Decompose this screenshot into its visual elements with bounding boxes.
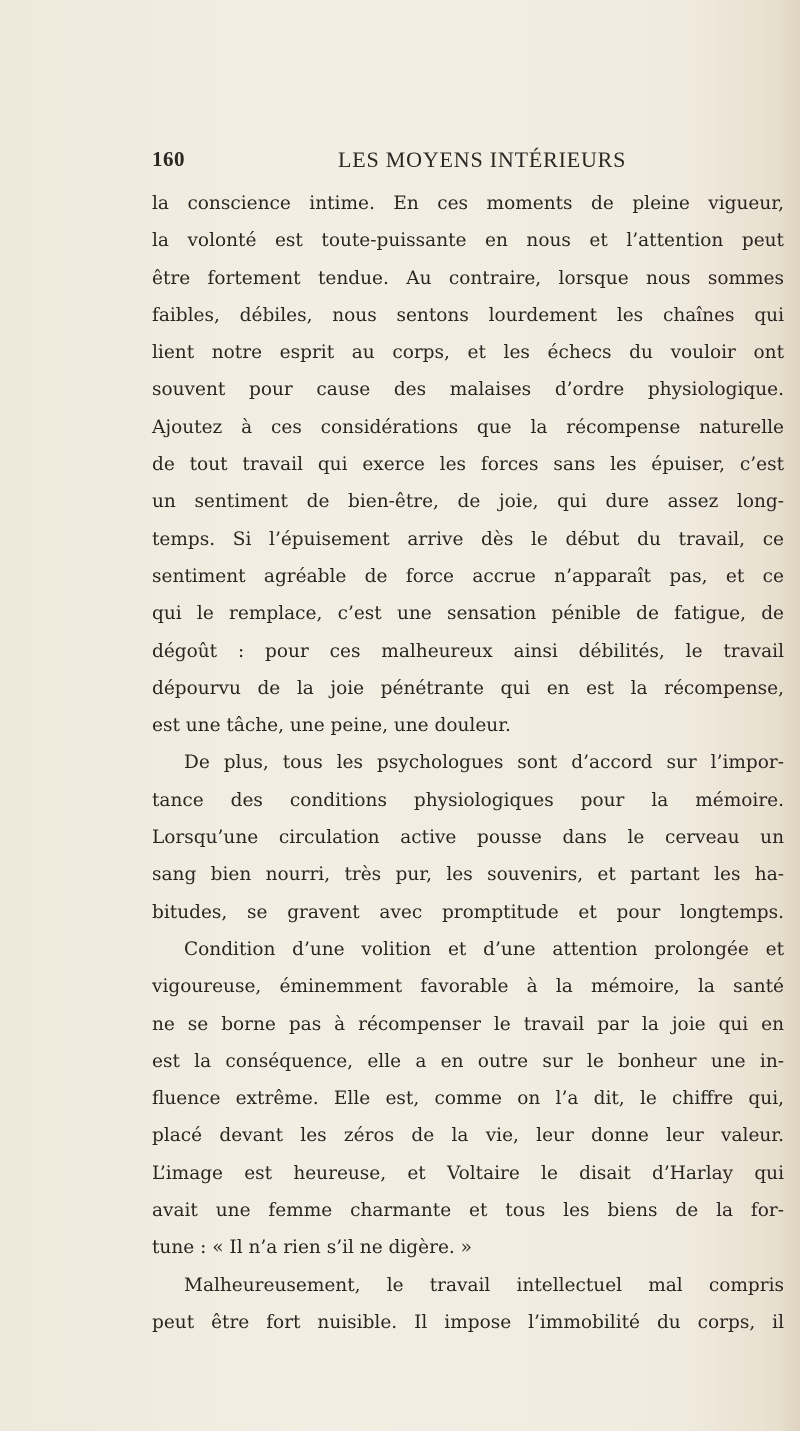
text-line: tune : « Il n’a rien s’il ne digère. » [152, 1237, 472, 1259]
text-line: Malheureusement, le travail intellectuel mal compris [184, 1274, 784, 1296]
text-line: bitudes, se gravent avec promptitude et pour longtemps. [152, 901, 784, 923]
text-line: sentiment agréable de force accrue n’apparaît pas, et ce [152, 565, 784, 587]
text-line: vigoureuse, éminemment favorable à la mémoire, la santé [152, 976, 784, 998]
page-number: 160 [152, 147, 185, 171]
text-line: est une tâche, une peine, une douleur. [152, 715, 511, 737]
text-line: lient notre esprit au corps, et les échecs du vouloir ont [152, 342, 784, 364]
text-line: la volonté est toute-puissante en nous et l’attention peut [152, 230, 784, 252]
text-line: fluence extrême. Elle est, comme on l’a dit, le chiffre qui, [152, 1088, 784, 1110]
text-line: Lorsqu’une circulation active pousse dans le cerveau un [152, 827, 784, 849]
text-line: un sentiment de bien-être, de joie, qui dure assez long- [152, 491, 784, 513]
text-line: peut être fort nuisible. Il impose l’immobilité du corps, il [152, 1311, 784, 1333]
text-line: temps. Si l’épuisement arrive dès le début du travail, ce [152, 528, 784, 550]
text-line: avait une femme charmante et tous les biens de la for- [152, 1200, 784, 1222]
body-text [152, 185, 784, 1341]
text-line: de tout travail qui exerce les forces sans les épuiser, c’est [152, 454, 784, 476]
text-line: être fortement tendue. Au contraire, lorsque nous sommes [152, 267, 784, 289]
text-line: faibles, débiles, nous sentons lourdement les chaînes qui [152, 304, 784, 326]
text-line: ne se borne pas à récompenser le travail par la joie qui en [152, 1013, 784, 1035]
text-line: L’image est heureuse, et Voltaire le disait d’Harlay qui [152, 1162, 784, 1184]
text-line: De plus, tous les psychologues sont d’accord sur l’impor- [184, 752, 784, 774]
text-line: Condition d’une volition et d’une attention prolongée et [184, 938, 784, 960]
text-line: tance des conditions physiologiques pour la mémoire. [152, 789, 784, 811]
text-line: qui le remplace, c’est une sensation pénible de fatigue, de [152, 603, 784, 625]
running-title: LES MOYENS INTÉRIEURS [338, 147, 627, 172]
text-line: placé devant les zéros de la vie, leur donne leur valeur. [152, 1125, 784, 1147]
page-header [152, 147, 784, 177]
text-line: souvent pour cause des malaises d’ordre physiologique. [152, 379, 784, 401]
text-line: est la conséquence, elle a en outre sur le bonheur une in- [152, 1050, 784, 1072]
text-line: dépourvu de la joie pénétrante qui en est la récompense, [152, 677, 784, 699]
text-line: Ajoutez à ces considérations que la récompense naturelle [152, 416, 784, 438]
text-line: sang bien nourri, très pur, les souvenirs, et partant les ha- [152, 864, 784, 886]
text-line: dégoût : pour ces malheureux ainsi débilités, le travail [152, 640, 784, 662]
text-line: la conscience intime. En ces moments de pleine vigueur, [152, 193, 784, 214]
